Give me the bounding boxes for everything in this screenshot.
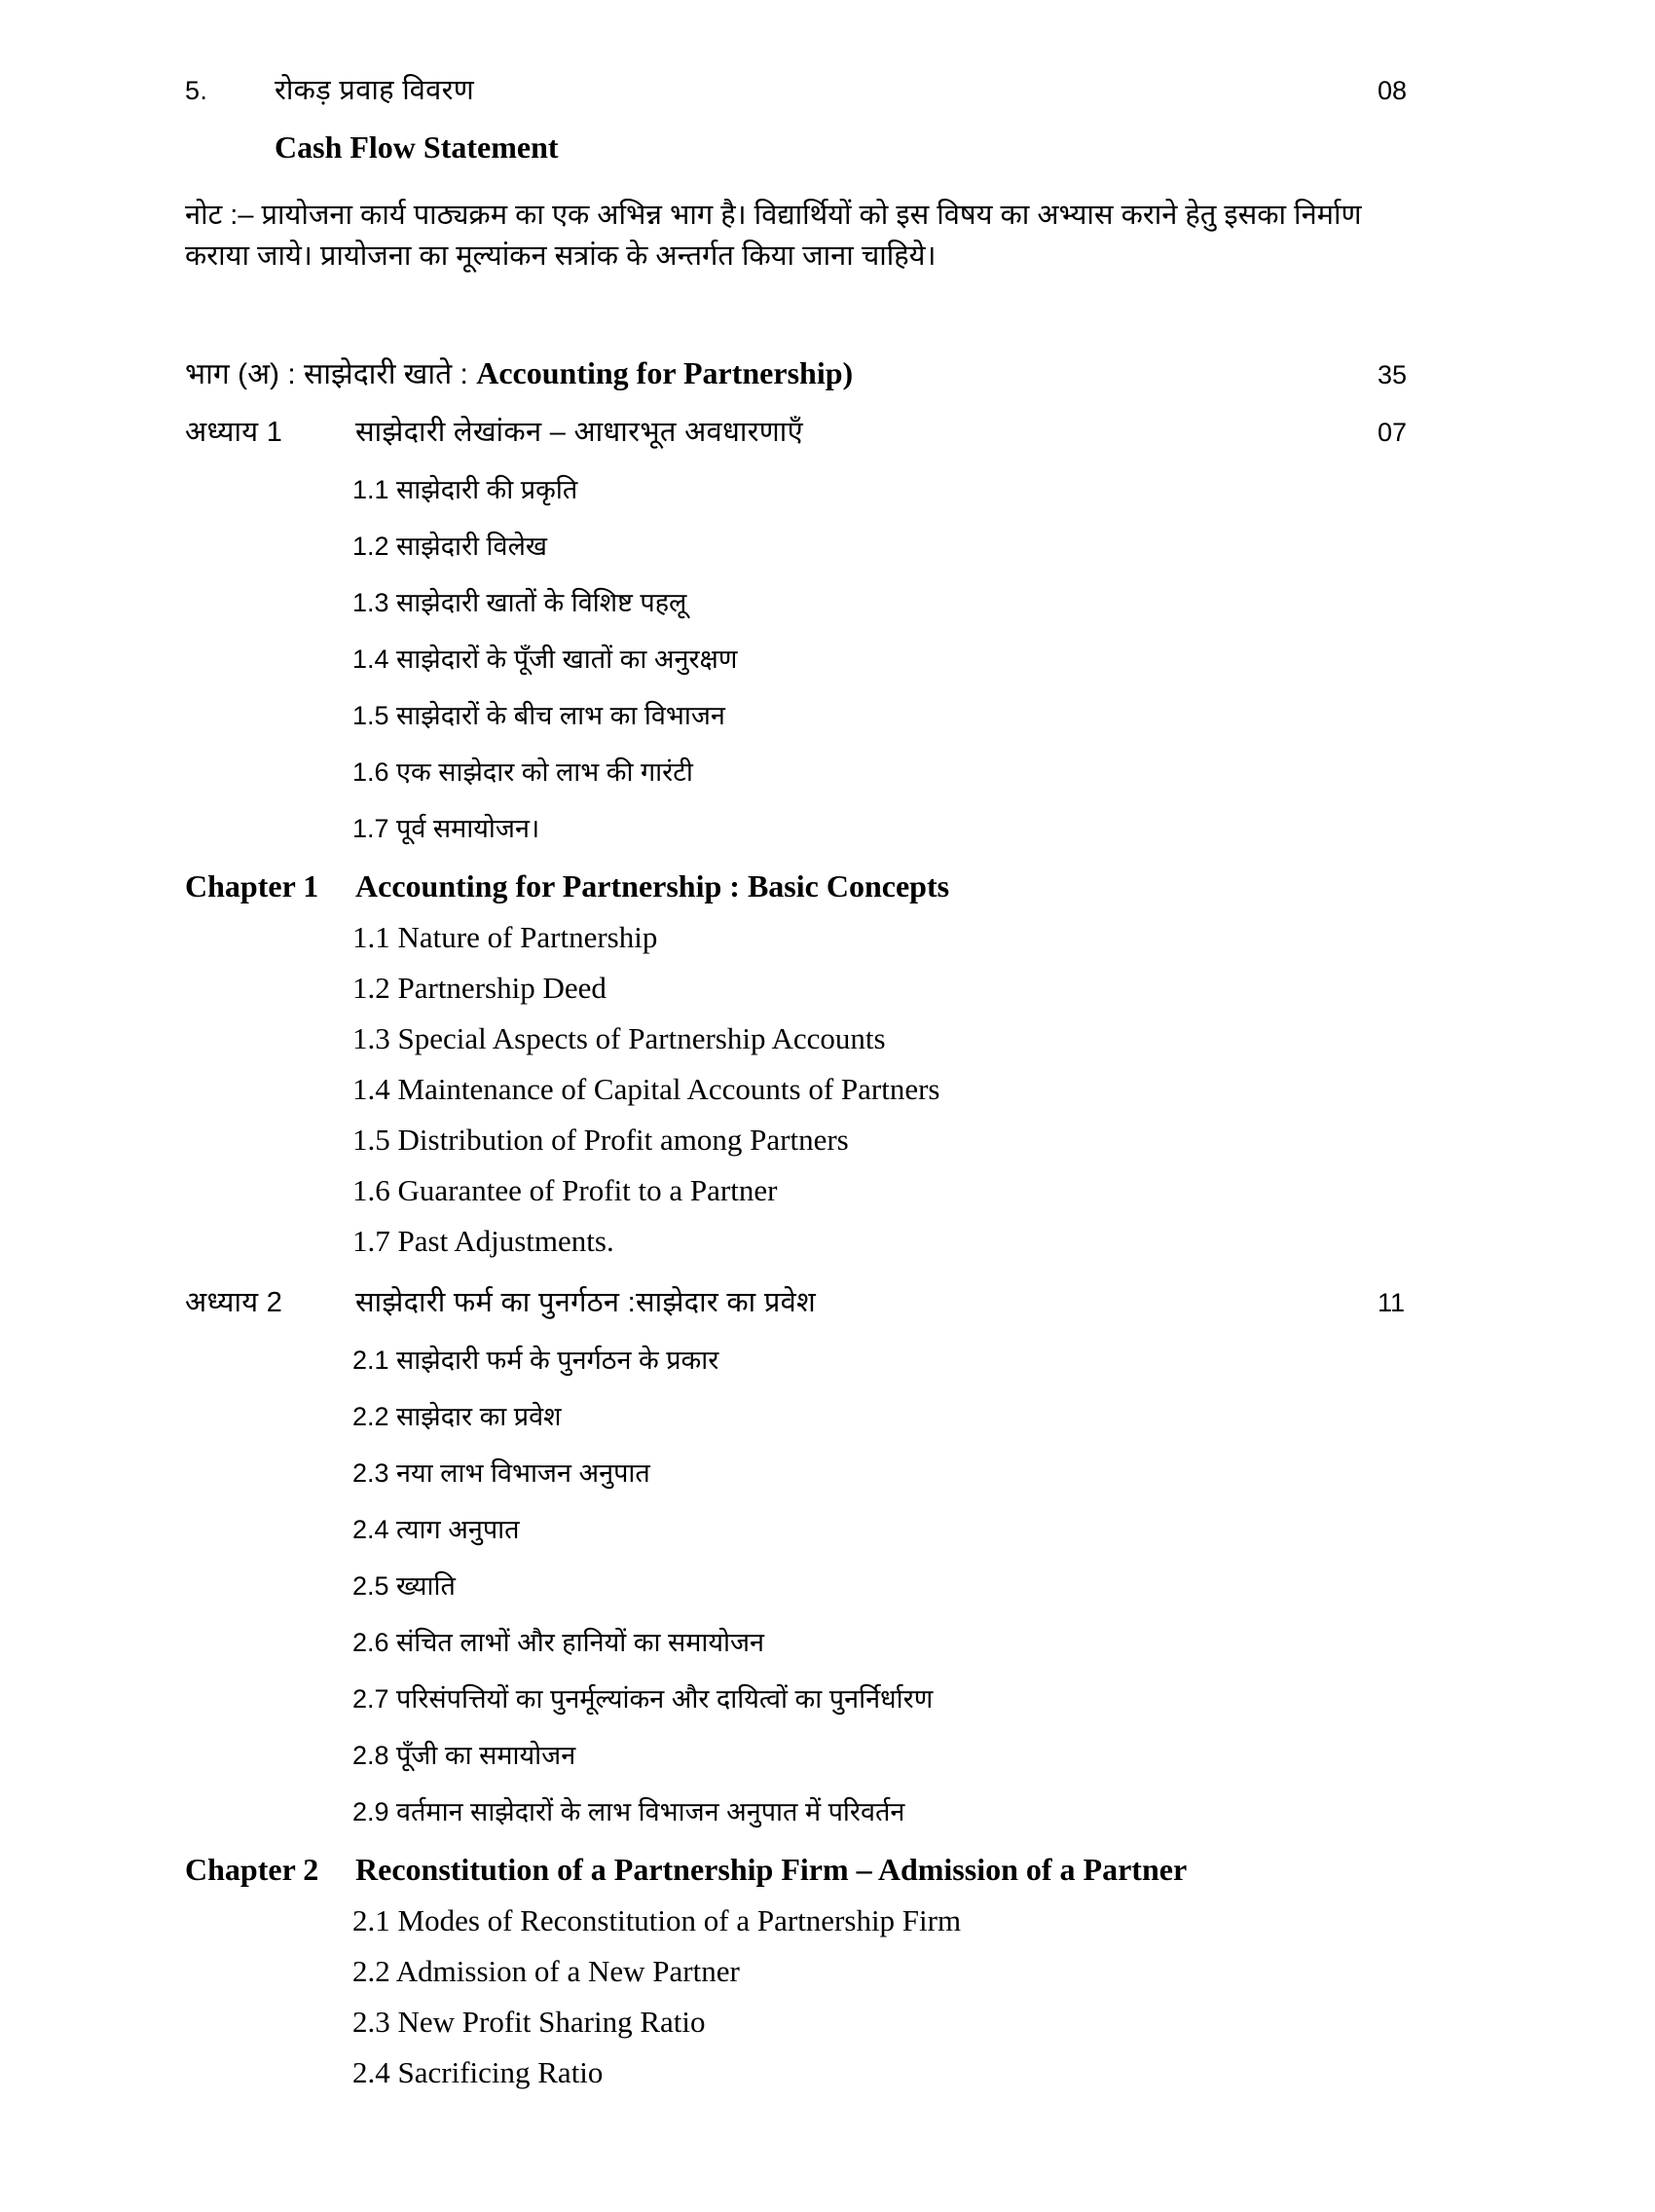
part-heading-english: Accounting for Partnership) [476, 355, 854, 391]
sub-item: 2.2 साझेदार का प्रवेश [352, 1402, 562, 1432]
toc-entry-title-english: Cash Flow Statement [275, 129, 559, 165]
sub-item: 1.1 Nature of Partnership [352, 920, 658, 955]
sub-item: 1.4 Maintenance of Capital Accounts of Partners [352, 1072, 940, 1107]
sub-item: 1.5 साझेदारों के बीच लाभ का विभाजन [352, 701, 725, 731]
toc-entry-title-hindi: रोकड़ प्रवाह विवरण [275, 75, 474, 106]
sub-item: 2.3 नया लाभ विभाजन अनुपात [352, 1458, 650, 1489]
chapter-label: Chapter 2 [185, 1852, 319, 1888]
sub-item: 2.1 साझेदारी फर्म के पुनर्गठन के प्रकार [352, 1346, 719, 1376]
sub-item: 1.4 साझेदारों के पूँजी खातों का अनुरक्षण [352, 645, 738, 675]
chapter-heading-english-2 [0, 1852, 1655, 1888]
sub-item: 2.5 ख्याति [352, 1571, 456, 1602]
chapter-page-number: 11 [1378, 1288, 1406, 1318]
chapter-title: साझेदारी लेखांकन – आधारभूत अवधारणाएँ [355, 417, 803, 449]
toc-entry-number: 5. [185, 76, 208, 105]
sub-item: 2.6 संचित लाभों और हानियों का समायोजन [352, 1628, 765, 1658]
sub-item: 2.1 Modes of Reconstitution of a Partnership Firm [352, 1903, 962, 1938]
note-line-1: नोट :– प्रायोजना कार्य पाठ्यक्रम का एक अभिन्न भाग है। विद्यार्थियों को इस विषय का अभ्यास कराने हेतु इसका निर्माण [185, 200, 1362, 231]
sub-item: 1.7 पूर्व समायोजन। [352, 814, 540, 844]
toc-entry-cash-flow [0, 70, 1655, 108]
chapter-label: Chapter 1 [185, 868, 319, 904]
part-heading-page: 35 [1378, 360, 1408, 390]
document-page [0, 70, 1655, 2212]
sub-item: 2.8 पूँजी का समायोजन [352, 1741, 576, 1771]
sub-item: 2.3 New Profit Sharing Ratio [352, 2005, 706, 2040]
chapter-heading-hindi-2 [0, 1282, 1655, 1320]
sub-item: 2.7 परिसंपत्तियों का पुनर्मूल्यांकन और दायित्वों का पुनर्निर्धारण [352, 1684, 934, 1714]
sub-item: 1.1 साझेदारी की प्रकृति [352, 475, 578, 505]
part-heading-hindi: भाग (अ) : साझेदारी खाते : [185, 358, 477, 391]
sub-item: 1.5 Distribution of Profit among Partners [352, 1123, 849, 1158]
chapter-title: Accounting for Partnership : Basic Concepts [355, 868, 950, 904]
sub-item: 1.2 Partnership Deed [352, 971, 607, 1006]
chapter-label: अध्याय 1 [185, 417, 283, 449]
sub-item: 1.7 Past Adjustments. [352, 1224, 614, 1259]
note-line-2: कराया जाये। प्रायोजना का मूल्यांकन सत्रांक के अन्तर्गत किया जाना चाहिये। [185, 240, 937, 273]
chapter-heading-english-1 [0, 868, 1655, 904]
sub-item: 1.6 एक साझेदार को लाभ की गारंटी [352, 757, 693, 788]
chapter-title: Reconstitution of a Partnership Firm – Admission of a Partner [355, 1852, 1188, 1888]
note-paragraph [0, 195, 1655, 276]
sub-item: 1.2 साझेदारी विलेख [352, 532, 547, 562]
sub-item: 1.6 Guarantee of Profit to a Partner [352, 1173, 778, 1208]
sub-item: 2.2 Admission of a New Partner [352, 1954, 740, 1989]
sub-item: 1.3 Special Aspects of Partnership Accounts [352, 1021, 886, 1056]
sub-item: 2.9 वर्तमान साझेदारों के लाभ विभाजन अनुपात में परिवर्तन [352, 1797, 905, 1827]
sub-item: 2.4 त्याग अनुपात [352, 1515, 520, 1545]
chapter-heading-hindi-1 [0, 412, 1655, 450]
chapter-page-number: 07 [1378, 418, 1408, 448]
chapter-title: साझेदारी फर्म का पुनर्गठन :साझेदार का प्रवेश [355, 1287, 817, 1319]
toc-entry-page-number: 08 [1378, 76, 1408, 105]
chapter-label: अध्याय 2 [185, 1287, 283, 1319]
part-heading [0, 352, 1655, 392]
sub-item: 1.3 साझेदारी खातों के विशिष्ट पहलू [352, 588, 687, 618]
sub-item: 2.4 Sacrificing Ratio [352, 2055, 604, 2090]
